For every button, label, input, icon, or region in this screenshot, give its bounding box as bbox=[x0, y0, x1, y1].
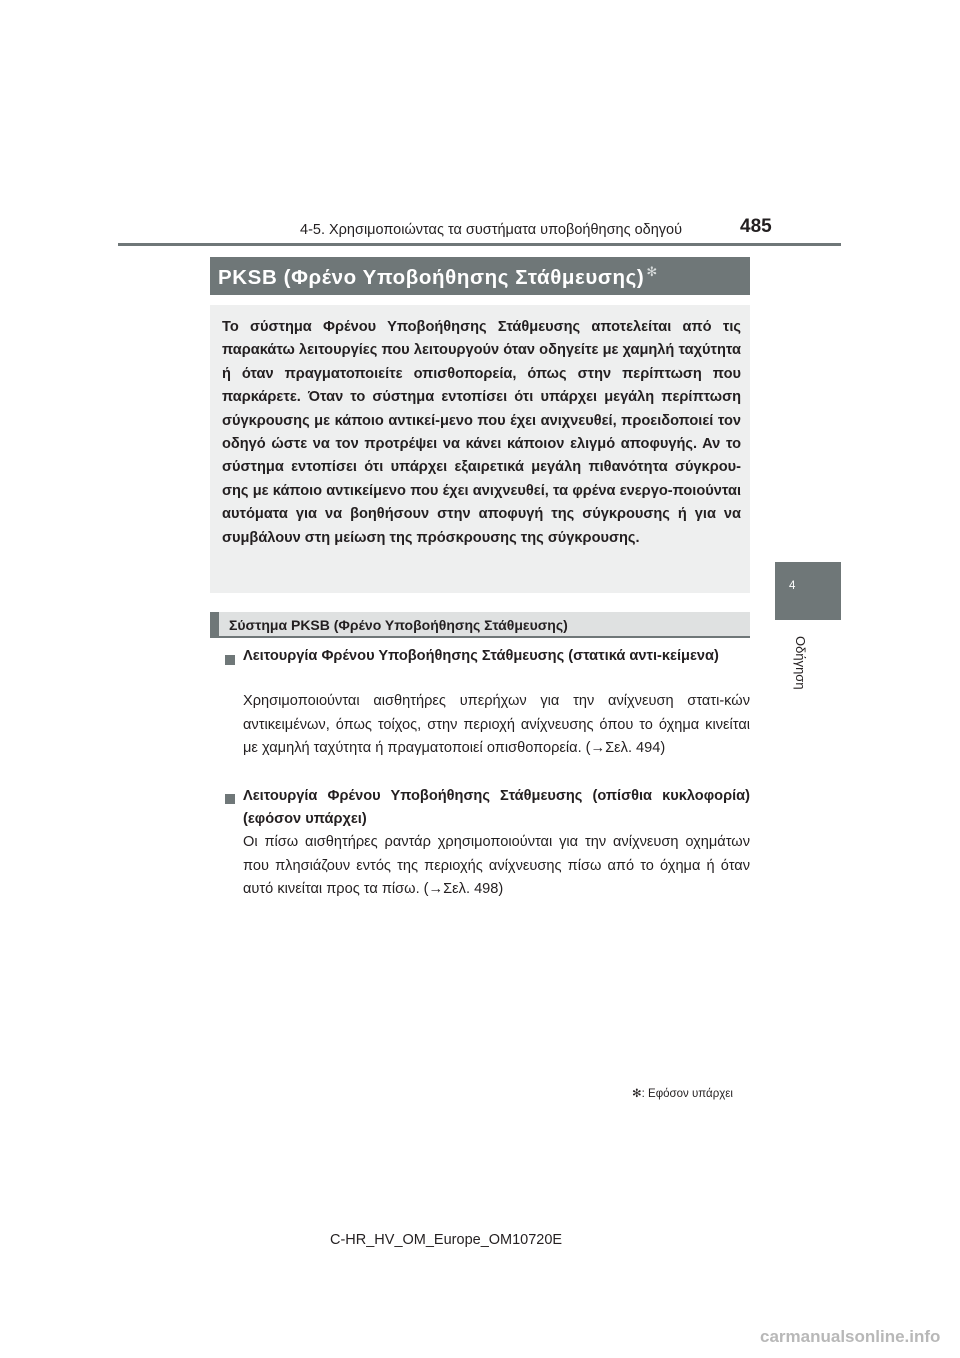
bullet-square-icon bbox=[225, 655, 235, 665]
footnote bbox=[632, 1086, 733, 1100]
section-heading: Λειτουργία Φρένου Υποβοήθησης Στάθμευσης (στατικά αντι-κείμενα) bbox=[243, 648, 719, 664]
section-body: Χρησιμοποιούνται αισθητήρες υπερήχων για την ανίχνευση στατι-κών αντικειμένων, όπως τοίχος, στην περιοχή ανίχνευσης όπου το όχημα κινείται με χαμηλή ταχύτητα ή πραγματοποιεί οπισθοπορεία. (→Σελ. 494) bbox=[243, 693, 750, 757]
chapter-number: 4 bbox=[789, 580, 796, 592]
chapter-tab bbox=[775, 562, 841, 620]
footnote-marker-icon: ✻ bbox=[632, 1088, 642, 1100]
watermark: carmanualsonline.info bbox=[760, 1327, 941, 1346]
header-section-title: 4-5. Χρησιμοποιώντας τα συστήματα υποβοήθησης οδηγού bbox=[300, 222, 683, 238]
optional-marker-icon: ✻ bbox=[646, 264, 658, 279]
footnote-text: : Εφόσον υπάρχει bbox=[641, 1088, 733, 1100]
document-code: C-HR_HV_OM_Europe_OM10720E bbox=[330, 1232, 563, 1248]
subheading-text: Σύστημα PKSB (Φρένο Υποβοήθησης Στάθμευσης) bbox=[229, 617, 568, 633]
section-body: Οι πίσω αισθητήρες ραντάρ χρησιμοποιούνται για την ανίχνευση οχημάτων που πλησιάζουν εντός της περιοχής ανίχνευσης πίσω από το όχημα ή όταν αυτό κινείται προς τα πίσω. (→Σελ. 498) bbox=[243, 834, 750, 898]
page-title-text: PKSB (Φρένο Υποβοήθησης Στάθμευσης) bbox=[218, 265, 645, 289]
page-number: 485 bbox=[740, 216, 772, 237]
intro-box bbox=[210, 305, 750, 593]
chapter-label: Οδήγηση bbox=[793, 636, 808, 690]
intro-text: Το σύστημα Φρένου Υποβοήθησης Στάθμευσης αποτελείται από τις παρακάτω λειτουργίες που λειτουργούν όταν οδηγείτε με χαμηλή ταχύτητα ή όταν πραγματοποιείτε οπισθοπορεία, όπως στην περίπτωση που παρκάρετε. Όταν το σύστημα εντοπίσει ότι υπάρχει μεγάλη περίπτωση σύγκρουσης με κάποιο αντικεί-μενο που έχει ανιχνευθεί, προειδοποιεί τον οδηγό ώστε να τον προτρέψει να κάνει κάποιον ελιγμό αποφυγής. Αν το σύστημα εντοπίσει ότι υπάρχει εξαιρετικά μεγάλη πιθανότητα σύγκρου-σης με κάποιο αντικείμενο που έχει ανιχνευθεί, τα φρένα ενεργο-ποιούνται αυτόματα για να βοηθήσουν στην αποφυγή της σύγκρουσης ή για να συμβάλουν στη μείωση της πρόσκρουσης της σύγκρουσης. bbox=[222, 319, 741, 546]
header-divider bbox=[118, 243, 841, 246]
bullet-square-icon bbox=[225, 794, 235, 804]
section-heading: Λειτουργία Φρένου Υποβοήθησης Στάθμευσης (οπίσθια κυκλοφορία) (εφόσον υπάρχει) bbox=[243, 788, 750, 827]
page-title bbox=[218, 264, 658, 290]
section-title-bar bbox=[210, 257, 750, 295]
subheading-accent bbox=[210, 612, 219, 638]
